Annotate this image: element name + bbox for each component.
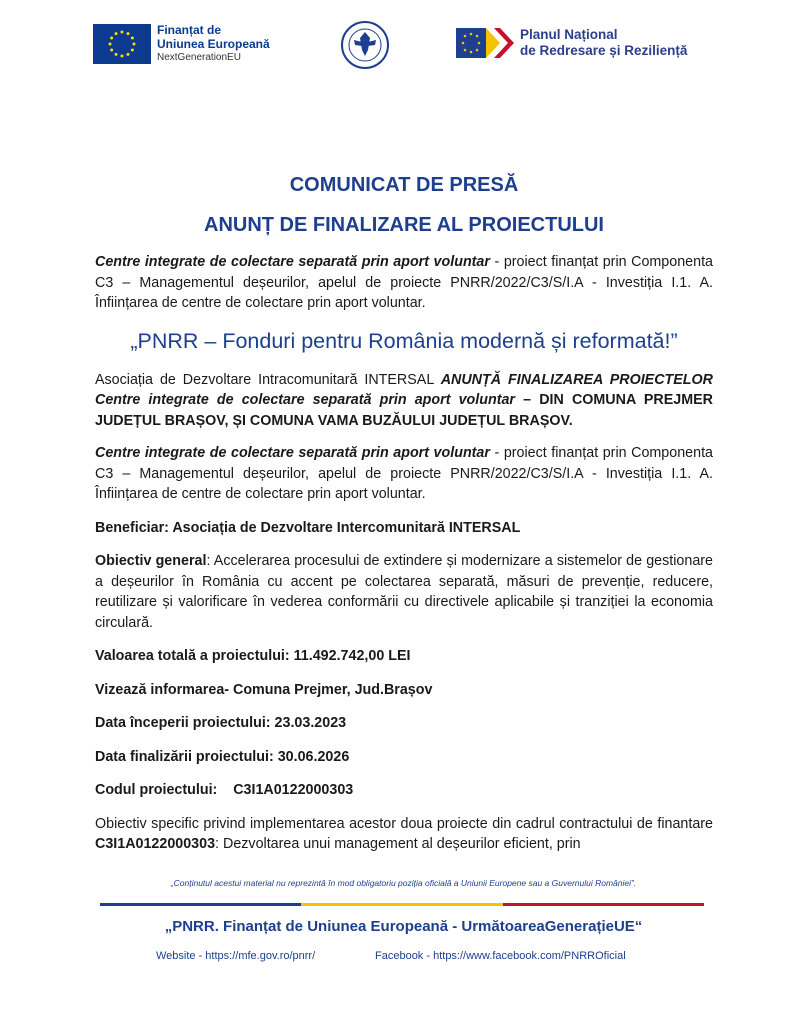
pnrr-logo-line2: de Redresare și Reziliență [520, 43, 688, 58]
pnrr-logo-line1: Planul Național [520, 27, 618, 43]
announcement-title: ANUNȚ DE FINALIZARE AL PROIECTULUI [204, 214, 604, 236]
footer [0, 878, 807, 962]
document-body [95, 170, 713, 855]
facebook-link[interactable]: Facebook - https://www.facebook.com/PNRROficial [375, 950, 626, 962]
website-link[interactable]: Website - https://mfe.gov.ro/pnrr/ [156, 950, 316, 962]
press-release-title: COMUNICAT DE PRESĂ [289, 174, 519, 196]
pnrr-slogan: „PNRR – Fonduri pentru România modernă și reformată!” [130, 328, 678, 353]
tricolor-divider [100, 903, 704, 906]
tricolor-yellow [301, 903, 502, 906]
general-objective-paragraph: Obiectiv general: Accelerarea procesului de extindere și modernizare a sistemelor de gestionare a deșeurilor în România cu accent pe colectarea separată, măsuri de prevenție, reducere, reutilizare și valorificare în vederea conformării cu directivele aplicabile și tranziției la economia circulară. [95, 553, 713, 631]
project-intro-paragraph-repeat: Centre integrate de colectare separată prin aport voluntar - proiect finanțat prin Componenta C3 – Managementul deșeurilor, apelul de proiecte PNRR/2022/C3/S/I.A - Investiția I.1. A. Înființarea de centre de colectare prin aport voluntar. [95, 445, 713, 502]
pnrr-flag-icon [456, 26, 516, 60]
eu-logo-line2: Uniunea Europeană [157, 37, 270, 52]
target-line: Vizează informarea- Comuna Prejmer, Jud.Brașov [95, 681, 433, 698]
disclaimer-text: „Conținutul acestui material nu reprezintă în mod obligatoriu poziția oficială a Uniunii Europene sau a Guvernului României”. [170, 878, 637, 888]
eu-funding-logo [93, 24, 270, 64]
pnrr-logo [456, 26, 687, 60]
eu-logo-line3: NextGenerationEU [157, 52, 241, 64]
eu-logo-line1: Finanțat de [157, 23, 222, 38]
specific-objective-paragraph: Obiectiv specific privind implementarea acestor doua proiecte din cadrul contractului de finantare C3I1A0122000303: Dezvoltarea unui management al deșeurilor eficient, prin [95, 815, 713, 852]
header [0, 18, 807, 78]
project-intro-paragraph: Centre integrate de colectare separată prin aport voluntar - proiect finanțat prin Componenta C3 – Managementul deșeurilor, apelul de proiecte PNRR/2022/C3/S/I.A - Investiția I.1. A. Înființarea de centre de colectare prin aport voluntar. [95, 254, 713, 311]
tricolor-blue [100, 903, 301, 906]
footer-slogan: „PNRR. Finanțat de Uniunea Europeană - UrmătoareaGenerațieUE“ [164, 918, 643, 935]
end-date-line: Data finalizării proiectului: 30.06.2026 [95, 748, 350, 765]
eu-flag-icon [93, 24, 151, 64]
total-value-line: Valoarea totală a proiectului: 11.492.742,00 LEI [95, 648, 411, 664]
beneficiary-line: Beneficiar: Asociația de Dezvoltare Intercomunitară INTERSAL [95, 519, 521, 536]
start-date-line: Data începerii proiectului: 23.03.2023 [95, 715, 347, 731]
tricolor-red [503, 903, 704, 906]
announcement-paragraph: Asociația de Dezvoltare Intracomunitară INTERSAL ANUNȚĂ FINALIZAREA PROIECTELOR Centre integrate de colectare separată prin aport voluntar – DIN COMUNA PREJMER JUDEȚUL BRAȘOV, ȘI COMUNA VAMA BUZĂULUI JUDEȚUL BRAȘOV. [95, 371, 713, 429]
project-code-line: Codul proiectului: C3I1A0122000303 [95, 782, 354, 798]
government-seal-icon [340, 20, 390, 70]
